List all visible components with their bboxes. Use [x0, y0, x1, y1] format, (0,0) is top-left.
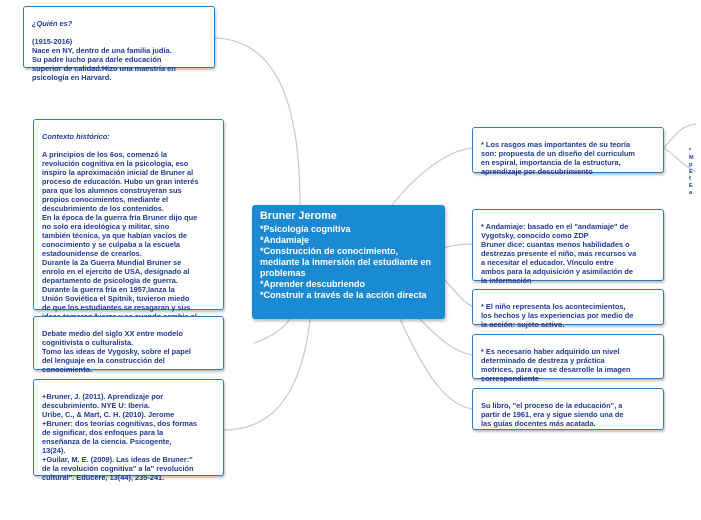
references-node[interactable] [33, 379, 224, 482]
historical-context-text: A principios de los 6os, comenzó la revolución cognitiva en la psicología, eso inspiro la aproximación inicial de Bruner al proceso de educación. Hubo un gran interés para que los alumnos construyeran sus propios conocimientos, mediante el descubrimiento de los contenidos. En la época de la guerra fría Bruner dijo que no solo era ideológica y militar, sino también técnica, ya que habían vacíos de conocimiento y se culpaba a la escuela estadounidense de crearlos. Durante la 2a Guerra Mundial Bruner se enrolo en el ejercito de USA, designado al departamento de psicología de guerra. Durante la guerra fría en 1957,lanza la Unión Soviética el Spitnik, tuvieron miedo de que los estudiantes se resagaran y sus [42, 150, 199, 312]
book-node[interactable] [472, 388, 664, 430]
active-subject-node[interactable] [472, 289, 664, 329]
references-text: +Bruner, J. (2011). Aprendizaje por descubrimiento. NYE U: Iberia. Uribe, C., & Mart, C. H. (2010). Jerome +Bruner: dos teorías cognitivas, dos formas de significar, dos enfoques para la enseñanza de la ciencia. Psicogente, 13(24). +Guilar, M. E. (2009). Las ideas de Bruner:" de la revolución cognitiva" a la" revolución cultural". Educere, 13(44), 235-241. [42, 392, 198, 482]
offscreen-node-fragment[interactable]: * M p E f E a [689, 148, 694, 196]
debate-node[interactable] [33, 316, 224, 374]
historical-context-heading: Contexto histórico: [42, 132, 110, 141]
motor-skills-node[interactable] [472, 334, 664, 383]
scaffolding-node[interactable] [472, 209, 664, 285]
historical-context-node[interactable] [33, 119, 224, 310]
active-subject-text: * El niño representa los acontecimientos, los hechos y las experiencias por medio de la acción: sujeto activo. [481, 302, 634, 329]
who-is-heading: ¿Quién es? [32, 19, 73, 28]
who-is-node[interactable] [23, 6, 215, 82]
who-is-text: (1915-2016) Nace en NY, dentro de una familia judía. Su padre lucho para darle educación superior de calidad.Hizo una maestría en psicología en Harvard. [32, 37, 176, 82]
central-text: *Psicología cognitiva *Andamiaje *Construcción de conocimiento, mediante la inmersión del estudiante en problemas *Aprender descubriendo *Construir a través de la acción directa [260, 224, 432, 300]
central-topic-bruner[interactable] [252, 205, 445, 319]
central-title: Bruner Jerome [260, 210, 337, 222]
theory-traits-node[interactable] [472, 127, 664, 176]
debate-text: Debate medio del siglo XX entre modelo cognitivista o culturalista. Tomo las ideas de Vygosky, sobre el papel del lenguaje en la construcción del conocimiento. [42, 329, 191, 374]
theory-traits-text: * Los rasgos mas importantes de su teoría son: propuesta de un diseño del curriculum en espiral, importancia de la estructura, aprendizaje por descubrimiento [481, 140, 635, 176]
scaffolding-text: * Andamiaje: basado en el "andamiaje" de Vygotsky, conocido como ZDP Bruner dice: cuantas menos habilidades o destrezas presente el niño, mas recursos va a necesitar el educador. Vínculo entre ambos para la adquisición y asimilación de la información [481, 222, 637, 285]
motor-skills-text: * Es necesario haber adquirido un nivel determinado de destreza y práctica motrices, para que se desarrolle la imagen correspondiente [481, 347, 631, 383]
book-text: Su libro, "el proceso de la educación", a partir de 1961, era y sigue siendo una de las guías docentes más acatada. [481, 401, 624, 428]
